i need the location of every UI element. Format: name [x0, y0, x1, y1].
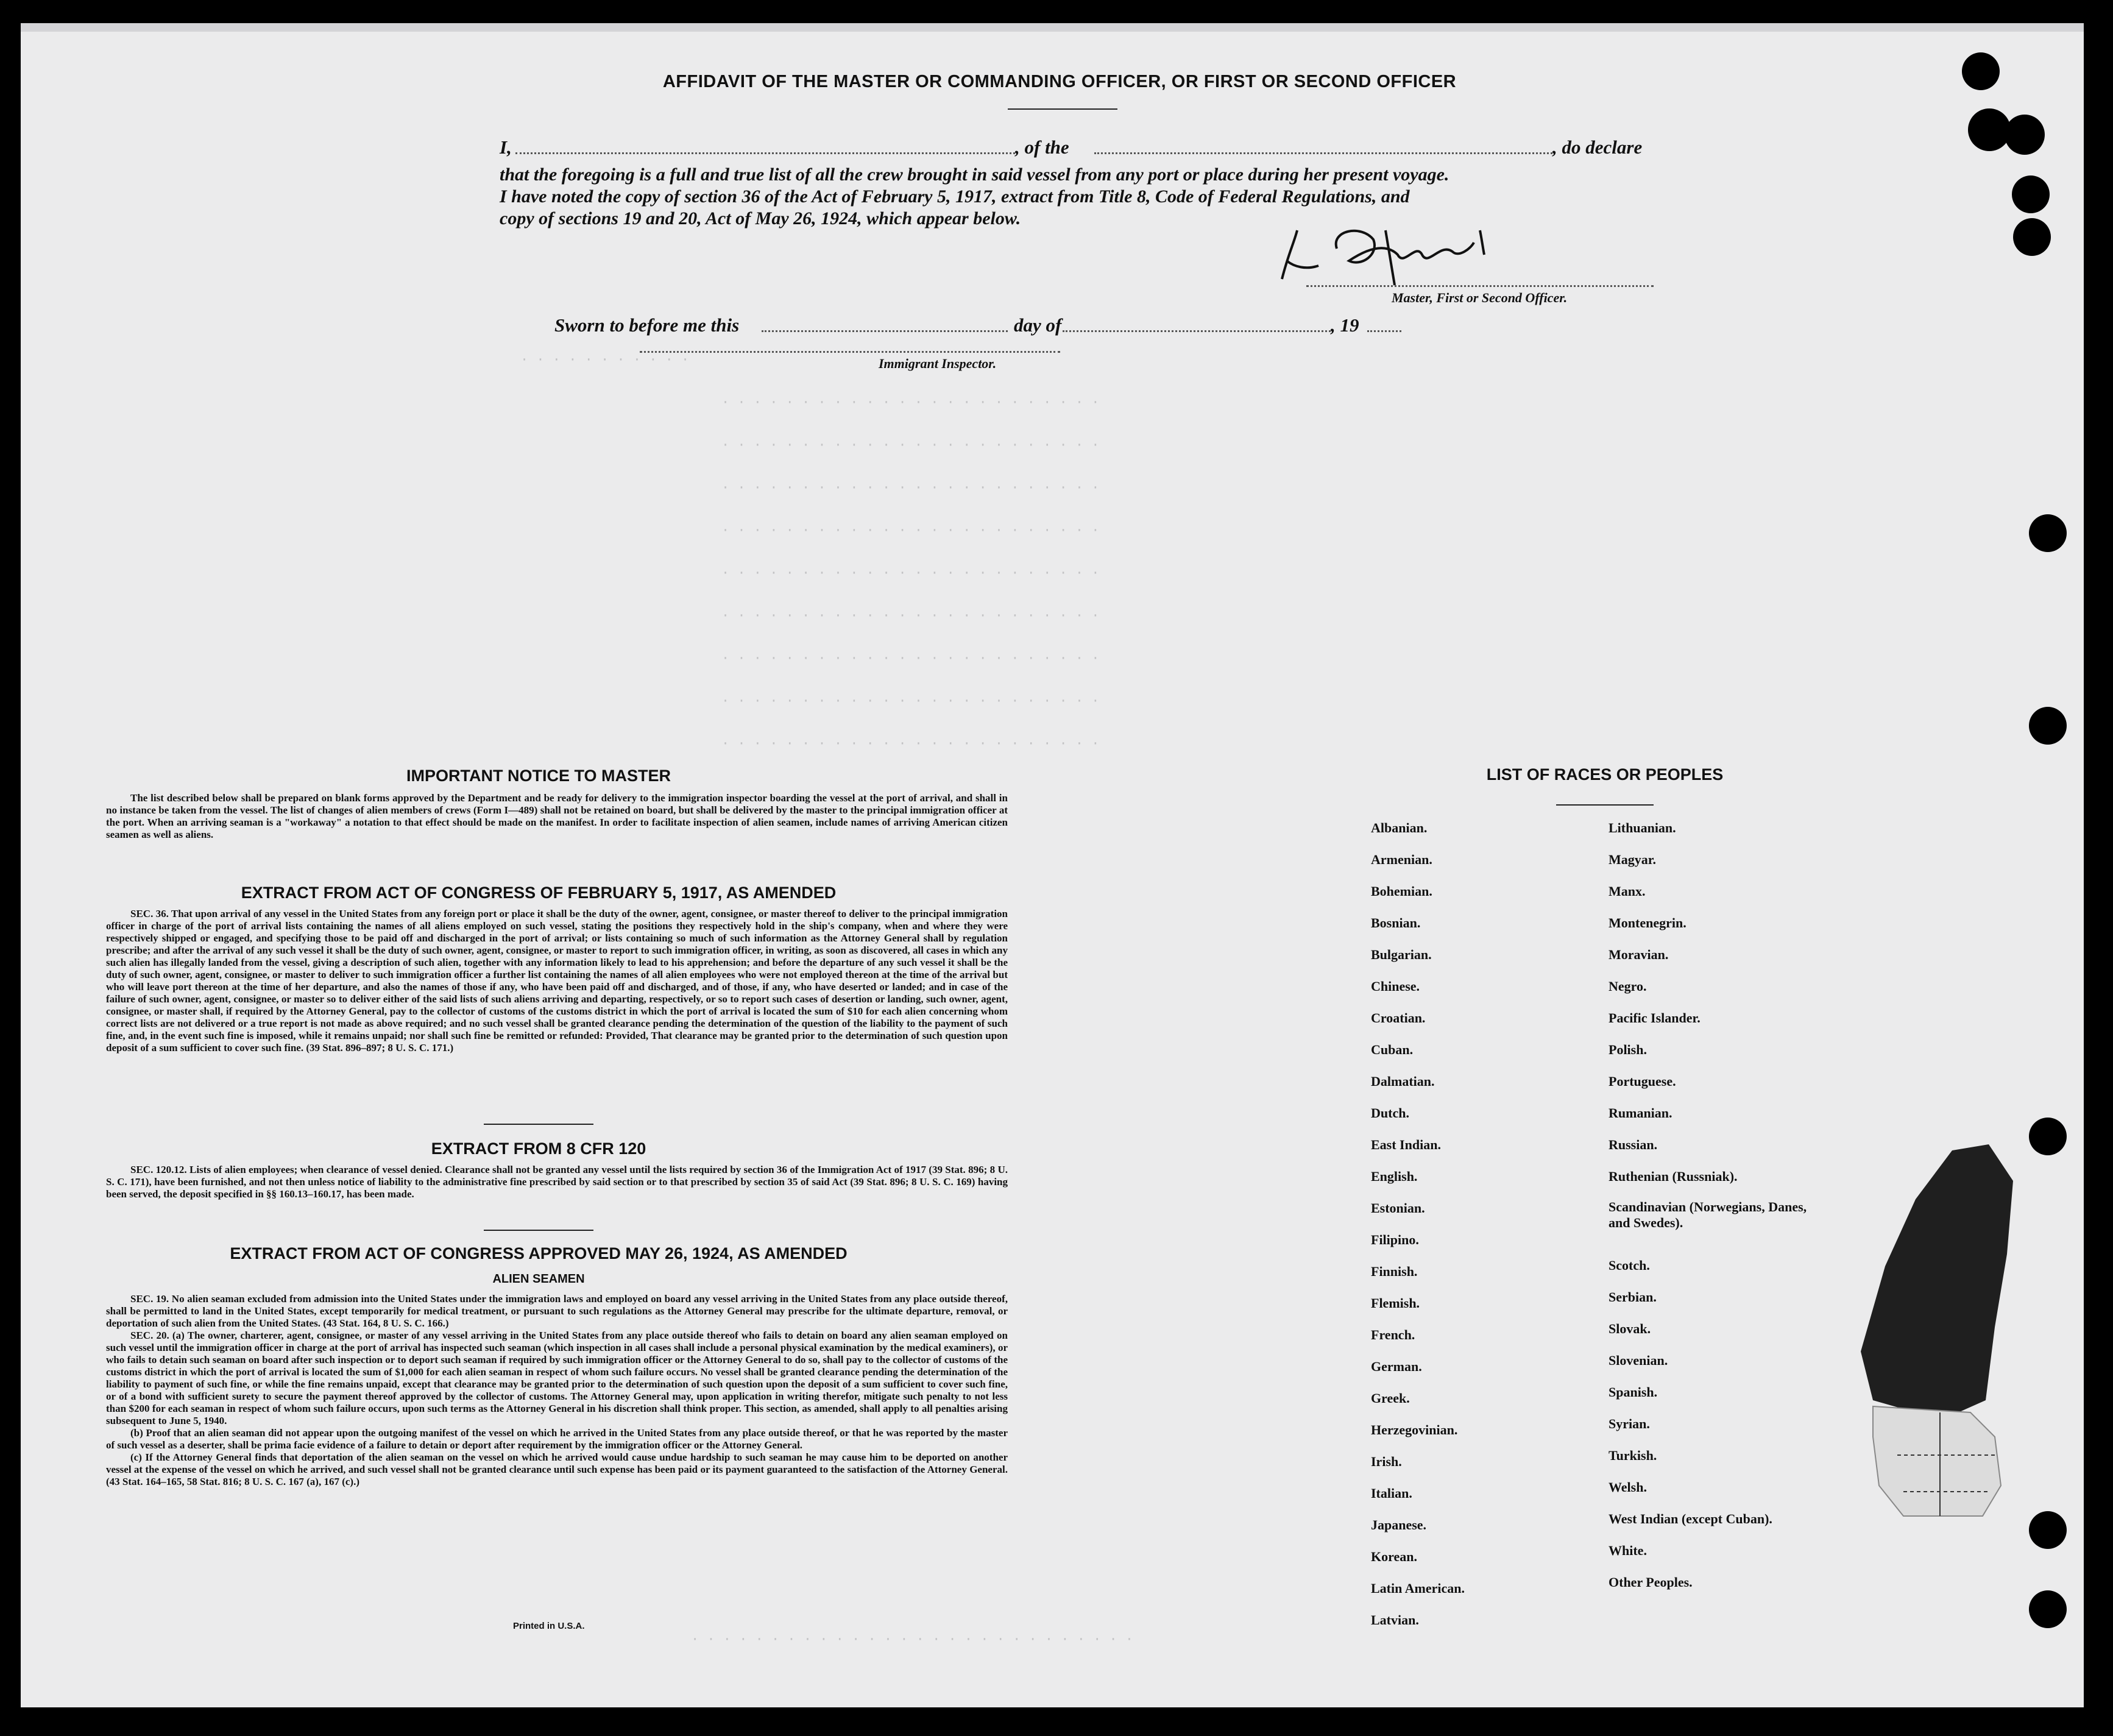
alien-seamen-subtitle: ALIEN SEAMEN — [492, 1272, 585, 1286]
signature-field[interactable] — [1306, 285, 1654, 287]
sec19-paragraph: SEC. 19. No alien seaman excluded from admission into the United States under the immigration laws and employed on board any vessel arriving in the United States from any place outside thereof, shall be permitted to land in the United States, except temporarily for medical treatment, or pursuant to such regulations as the Attorney General may prescribe for the ultimate departure, removal, or deportation of such alien from the United States. (43 Stat. 164, 8 U. S. C. 166.) — [106, 1293, 1008, 1329]
vessel-field[interactable] — [1094, 152, 1552, 154]
affidavit-line4: copy of sections 19 and 20, Act of May 26, 1924, which appear below. — [500, 208, 1021, 229]
affidavit-line1-a: I, — [500, 136, 512, 158]
notice-body — [106, 792, 1008, 841]
race-item: Chinese. — [1371, 979, 1420, 994]
extract-1917-title: EXTRACT FROM ACT OF CONGRESS OF FEBRUARY 5, 1917, AS AMENDED — [241, 884, 837, 902]
punch-hole — [2029, 1511, 2067, 1549]
sworn-month-field[interactable] — [1063, 330, 1331, 332]
race-item: White. — [1609, 1543, 1647, 1558]
scan-edge — [21, 23, 2084, 32]
race-item: Bohemian. — [1371, 884, 1432, 899]
sec120-paragraph: SEC. 120.12. Lists of alien employees; when clearance of vessel denied. Clearance shall not be granted any vessel until the lists required by section 36 of the Immigration Act of 1917 (39 Stat. 896; 8 U. S. C. 171), have been furnished, and not then unless notice of liability to the administrative fine prescribed by said section or to that prescribed by section 35 of said Act (39 Stat. 896; 8 U. S. C. 169) having been served, the deposit specified in §§ 160.13–160.17, has been made. — [106, 1164, 1008, 1200]
master-signature — [1270, 206, 1532, 291]
title-rule — [1008, 108, 1117, 110]
race-item: Filipino. — [1371, 1232, 1419, 1247]
races-column-2 — [1609, 819, 1810, 1605]
race-item: Polish. — [1609, 1042, 1647, 1057]
extract-cfr-title: EXTRACT FROM 8 CFR 120 — [431, 1139, 646, 1158]
race-item: Other Peoples. — [1609, 1575, 1693, 1590]
inspector-caption: Immigrant Inspector. — [879, 356, 997, 371]
race-item: Latin American. — [1371, 1581, 1465, 1596]
punch-hole — [2029, 514, 2067, 552]
race-item: German. — [1371, 1359, 1422, 1374]
extract-cfr-body — [106, 1164, 1008, 1200]
race-item: Spanish. — [1609, 1384, 1658, 1400]
race-item: Bosnian. — [1371, 915, 1421, 930]
race-item: Latvian. — [1371, 1612, 1419, 1628]
punch-hole — [2029, 1590, 2067, 1628]
signature-caption: Master, First or Second Officer. — [1392, 290, 1568, 305]
race-item: Turkish. — [1609, 1448, 1657, 1463]
race-item: Moravian. — [1609, 947, 1669, 962]
race-item: Rumanian. — [1609, 1105, 1672, 1121]
race-item: Ruthenian (Russniak). — [1609, 1169, 1738, 1184]
sworn-b: day of — [1014, 314, 1062, 336]
race-item: Russian. — [1609, 1137, 1658, 1152]
race-item: English. — [1371, 1169, 1418, 1184]
race-item: Estonian. — [1371, 1200, 1425, 1216]
torn-paper-damage — [1849, 1144, 2025, 1522]
race-item: Magyar. — [1609, 852, 1657, 867]
race-item: Welsh. — [1609, 1479, 1647, 1495]
race-item: Irish. — [1371, 1454, 1402, 1469]
sec36-paragraph: SEC. 36. That upon arrival of any vessel in the United States from any foreign port or place it shall be the duty of the owner, agent, consignee, or master thereof to deliver to the principal immigration officer in charge of the port of arrival lists containing the names of all aliens employed on such vessel, stating the positions they respectively hold in the ship's company, when and where they were respectively shipped or engaged, and specifying those to be paid off and discharged in the port of arrival; or lists containing so much of such information as the Attorney General shall by regulation prescribe; and after the arrival of any such vessel it shall be the duty of such owner, agent, consignee, or master to report to such immigration officer, in writing, as soon as discovered, all cases in which any such alien has illegally landed from the vessel, giving a description of such alien, together with any information likely to lead to his apprehension; and before the departure of any such vessel it shall be the duty of such owner, agent, consignee, or master to deliver to such immigration officer a further list containing the names of all alien employees who were not employed thereon at the time of the arrival but who will leave port thereon at the time of her departure, and also the names of those if any, who have been paid off and discharged, and of those, if any, who have deserted or landed; and in case of the failure of such owner, agent, consignee, or master so to deliver either of the said lists of such aliens arriving and departing, respectively, or so to report such cases of desertion or landing, such owner, agent, consignee, or master shall, if required by the Attorney General, pay to the collector of customs of the customs district in which the port of arrival is located the sum of $10 for each alien concerning whom correct lists are not delivered or a true report is not made as above required; and no such vessel shall be granted clearance pending the determination of the question of the liability to the payment of such fine, and, in the event such fine is imposed, while it remains unpaid; nor shall such fine be remitted or refunded: Provided, That clearance may be granted prior to the determination of such question upon deposit of a sum sufficient to cover such fine. (39 Stat. 896–897; 8 U. S. C. 171.) — [106, 908, 1008, 1054]
race-item: Japanese. — [1371, 1517, 1427, 1532]
race-item: Flemish. — [1371, 1295, 1420, 1311]
race-item: Finnish. — [1371, 1264, 1418, 1279]
punch-hole — [2029, 707, 2067, 745]
affidavit-title: AFFIDAVIT OF THE MASTER OR COMMANDING OFFICER, OR FIRST OR SECOND OFFICER — [662, 72, 1457, 91]
race-item: Negro. — [1609, 979, 1647, 994]
race-item: West Indian (except Cuban). — [1609, 1511, 1772, 1526]
inspector-signature-field[interactable] — [640, 351, 1060, 353]
race-item: Albanian. — [1371, 820, 1428, 835]
race-item: Montenegrin. — [1609, 915, 1687, 930]
printed-in-usa: Printed in U.S.A. — [513, 1621, 585, 1631]
notice-title: IMPORTANT NOTICE TO MASTER — [406, 767, 671, 785]
affidavit-line3: I have noted the copy of section 36 of the Act of February 5, 1917, extract from Title 8, Code of Federal Regulations, and — [500, 186, 1410, 207]
sec20c-paragraph: (c) If the Attorney General finds that deportation of the alien seaman on the vessel on which he arrived would cause undue hardship to such seaman he may cause him to be deported on another vessel at the expense of the vessel on which he arrived, and such vessel shall not be granted clearance until such expense has been paid or its payment guaranteed to the satisfaction of the Attorney General. (43 Stat. 164–165, 58 Stat. 816; 8 U. S. C. 167 (a), 167 (c).) — [106, 1451, 1008, 1487]
race-item: Cuban. — [1371, 1042, 1414, 1057]
race-item: Manx. — [1609, 884, 1646, 899]
punch-hole — [1968, 108, 2011, 151]
sec20a-paragraph: SEC. 20. (a) The owner, charterer, agent, consignee, or master of any vessel arriving in the United States from any place outside thereof who fails to detain on board any alien seaman employed on such vessel until the immigration officer in charge at the port of arrival has inspected such seaman (which inspection in all cases shall include a personal physical examination by the medical examiners), or who fails to detain such seaman on board after such inspection or to deport such seaman if required by such immigration officer or the Attorney General to do so, shall pay to the collector of customs of the customs district in which the port of arrival is located the sum of $1,000 for each alien seaman in respect of whom such failure occurs. No vessel shall be granted clearance pending the determination of the liability to payment of such fine, or while the fine remains unpaid, except that clearance may be granted prior to the determination of such question upon the deposit of a sum sufficient to cover such fine, or of a bond with sufficient surety to secure the payment thereof approved by the collector of customs. The Attorney General may, upon application in writing therefor, mitigate such penalty to not less than $200 for each seaman in respect of whom such failure occurs, upon such terms as the Attorney General in his discretion shall think proper. This section, as amended, shall apply to all penalties arising subsequent to June 5, 1940. — [106, 1330, 1008, 1426]
name-field[interactable] — [515, 152, 1015, 154]
race-item: Scotch. — [1609, 1258, 1650, 1273]
extract-1924-body — [106, 1293, 1008, 1488]
races-column-1 — [1371, 819, 1465, 1643]
punch-hole — [2029, 1118, 2067, 1155]
race-item: Dalmatian. — [1371, 1074, 1435, 1089]
section-rule — [484, 1124, 593, 1125]
race-item: Greek. — [1371, 1391, 1410, 1406]
race-item: Croatian. — [1371, 1010, 1426, 1026]
races-title: LIST OF RACES OR PEOPLES — [1486, 765, 1724, 784]
race-item: Serbian. — [1609, 1289, 1657, 1305]
sec20b-paragraph: (b) Proof that an alien seaman did not appear upon the outgoing manifest of the vessel on which he arrived in the United States from any place outside thereof, or that he was reported by the master of such vessel as a deserter, shall be prima facie evidence of a failure to detain or deport after requirement by the immigration officer or the Attorney General. — [106, 1427, 1008, 1451]
race-item: French. — [1371, 1327, 1415, 1342]
race-item: Korean. — [1371, 1549, 1417, 1564]
sworn-c: , 19 — [1331, 314, 1359, 336]
punch-hole — [2013, 218, 2051, 256]
race-item: Pacific Islander. — [1609, 1010, 1701, 1026]
race-item: Armenian. — [1371, 852, 1432, 867]
punch-hole — [2012, 175, 2050, 213]
extract-1917-body — [106, 908, 1008, 1054]
race-item: Syrian. — [1609, 1416, 1650, 1431]
extract-1924-title: EXTRACT FROM ACT OF CONGRESS APPROVED MAY 26, 1924, AS AMENDED — [230, 1244, 848, 1263]
race-item: Italian. — [1371, 1486, 1412, 1501]
sworn-day-field[interactable] — [762, 330, 1008, 332]
race-item: Scandinavian (Norwegians, Danes, and Swedes). — [1609, 1199, 1807, 1230]
race-item: Herzegovinian. — [1371, 1422, 1458, 1437]
punch-hole — [2005, 115, 2045, 155]
sworn-year-field[interactable] — [1367, 330, 1401, 332]
races-rule — [1556, 804, 1654, 806]
sworn-a: Sworn to before me this — [554, 314, 740, 336]
affidavit-line1-c: , do declare — [1552, 136, 1643, 158]
notice-paragraph: The list described below shall be prepared on blank forms approved by the Department and be ready for delivery to the immigration inspector boarding the vessel at the port of arrival, and shall in no instance be taken from the vessel. The list of changes of alien members of crews (Form I—489) shall not be retained on board, but shall be delivered by the master to the principal immigration officer at the port. When an arriving seaman is a "workaway" a notation to that effect should be made on the manifest. In order to facilitate inspection of alien seamen, include names of arriving American citizen seamen as well as aliens. — [106, 792, 1008, 840]
race-item: East Indian. — [1371, 1137, 1441, 1152]
race-item: Dutch. — [1371, 1105, 1409, 1121]
punch-hole — [1962, 52, 2000, 90]
section-rule — [484, 1230, 593, 1231]
race-item: Slovak. — [1609, 1321, 1651, 1336]
race-item: Slovenian. — [1609, 1353, 1668, 1368]
race-item: Portuguese. — [1609, 1074, 1676, 1089]
document-page: · · · · · · · · · · · · · · · · · · · · · · · · · · · · · · · · · · · · · · · · · · · · · · · · · · · · · · · · · · · · · · · · · · · · · · · · · · · · · · · · · · · · · · · · · · · · · · · · · · · · · · · · · · · · · · · · · · · · · · · · · · · · · · · · · · · · · · · · · · · · · · · · · · · · · · · · · · · · · · · · · · · · · · · · · · · · · · · · · · · · · · · · · · · · · · · · · · · · · · · · · · · · · · · · · · · · · · · · · · · · · · · · · · · · · · · · · · · · · · · · · · · · · · · · · · · · · · · AFFIDAVIT OF THE MASTER OR COMMANDING OFFICER, OR FIRST OR SECOND OFFICER I, , of the , do declare that the foregoing is a full and true list of all the crew brought in said vessel from any port or place during her present voyage. I have noted the copy of section 36 of the Act of February 5, 1917, extract from Title 8, Code of Federal Regulations, and copy of sections 19 and 20, Act of May 26, 1924, which appear below. Master, First or Second Officer. Sworn to before me this day of , 19 Immigrant Inspector. IMPORTANT NOTICE TO MASTER The list described below shall be prepared on blank forms approved by the Department and be ready for delivery to the immigration inspector boarding the vessel at the port of arrival, and shall in no instance be taken from the vessel. The list of changes of alien members of crews (Form I—489) shall not be retained on board, but shall be delivered by the master to the principal immigration officer at the port. When an arriving seaman is a "workaway" a notation to that effect should be made on the manifest. In order to facilitate inspection of alien seamen, include names of arriving American citizen seamen as well as aliens. EXTRACT FROM ACT OF CONGRESS OF FEBRUARY 5, 1917, AS AMENDED SEC. 36. That upon arrival of any vessel in the United States from any foreign port or place it shall be the duty of the owner, agent, consignee, or master thereof to deliver to the principal immigration officer in charge of the port of arrival lists containing the names of all aliens employed on such vessel, stating the positions they respectively hold in the ship's company, when and where they were respectively shipped or engaged, and specifying those to be paid off and discharged in the port of arrival; or lists containing so much of such information as the Attorney General shall by regulation prescribe; and after the arrival of any such vessel it shall be the duty of such owner, agent, consignee, or master to report to such immigration officer, in writing, as soon as discovered, all cases in which any such alien has illegally landed from the vessel, giving a description of such alien, together with any information likely to lead to his apprehension; and before the departure of any such vessel it shall be the duty of such owner, agent, consignee, or master to deliver to such immigration officer a further list containing the names of all alien employees who were not employed thereon at the time of the arrival but who will leave port thereon at the time of her departure, and also the names of those if any, who have been paid off and discharged, and of those, if any, who have deserted or landed; and in case of the failure of such owner, agent, consignee, or master so to deliver either of the said lists of such aliens arriving and departing, respectively, or so to report such cases of desertion or landing, such owner, agent, consignee, or master shall, if required by the Attorney General, pay to the collector of customs of the customs district in which the port of arrival is located the sum of $10 for each alien concerning whom correct lists are not delivered or a true report is not made as above required; and no such vessel shall be granted clearance pending the determination of the question of the liability to the payment of such fine, and, in the event such fine is imposed, while it remains unpaid; nor shall such fine be remitted or refunded: Provided, That clearance may be granted prior to the determination of such question upon deposit of a sum sufficient to cover such fine. (39 Stat. 896–897; 8 U. S. C. 171.) EXTRACT FROM 8 CFR 120 SEC. 120.12. Lists of alien employees; when clearance of vessel denied. Clearance shall not be granted any vessel until the lists required by section 36 of the Immigration Act of 1917 (39 Stat. 896; 8 U. S. C. 171), have been furnished, and not then unless notice of liability to the administrative fine prescribed by said section or to that prescribed by section 35 of said Act (39 Stat. 896; 8 U. S. C. 169) having been served, the deposit specified in §§ 160.13–160.17, has been made. EXTRACT FROM ACT OF CONGRESS APPROVED MAY 26, 1924, AS AMENDED ALIEN SEAMEN SEC. 19. No alien seaman excluded from admission into the United States under the immigration laws and employed on board any vessel arriving in the United States from any place outside thereof, shall be permitted to land in the United States, except temporarily for medical treatment, or pursuant to such regulations as the Attorney General may prescribe for the ultimate departure, removal, or deportation of such alien from the United States. (43 Stat. 164, 8 U. S. C. 166.) SEC. 20. (a) The owner, charterer, agent, consignee, or master of any vessel arriving in the United States from any place outside thereof who fails to detain on board any alien seaman employed on such vessel until the immigration officer in charge at the port of arrival has inspected such seaman (which inspection in all cases shall include a personal physical examination by the medical examiners), or who fails to detain such seaman on board after such inspection or to deport such seaman if required by such immigration officer or the Attorney General to do so, shall pay to the collector of customs of the customs district in which the port of arrival is located the sum of $1,000 for each alien seaman in respect of whom such failure occurs. No vessel shall be granted clearance pending the determination of the liability to payment of such fine, or while the fine remains unpaid, except that clearance may be granted prior to the determination of such question upon the deposit of a sum sufficient to cover such fine, or of a bond with sufficient surety to secure the payment thereof approved by the collector of customs. The Attorney General may, upon application in writing therefor, mitigate such penalty to not less than $200 for each seaman in respect of whom such failure occurs, upon such terms as the Attorney General in his discretion shall think proper. This section, as amended, shall apply to all penalties arising subsequent to June 5, 1940. (b) Proof that an alien seaman did not appear upon the outgoing manifest of the vessel on which he arrived in the United States from any place outside thereof, or that he was reported by the master of such vessel as a deserter, shall be prima facie evidence of a failure to detain or deport after requirement by the immigration officer or the Attorney General. (c) If the Attorney General finds that deportation of the alien seaman on the vessel on which he arrived would cause undue hardship to such seaman he may cause him to be deported on another vessel at the expense of the vessel on which he arrived, and such vessel shall not be granted clearance until such expense has been paid or its payment guaranteed to the satisfaction of the Attorney General. (43 Stat. 164–165, 58 Stat. 816; 8 U. S. C. 167 (a), 167 (c).) Printed in U.S.A. LIST OF RACES OR PEOPLES Albanian. Armenian. Bohemian. Bosnian. Bulgarian. Chinese. Croatian. Cuban. Dalmatian. Dutch. East Indian. English. Estonian. Filipino. Finnish. Flemish. French. German. Greek. Herzegovinian. Irish. Italian. Japanese. Korean. Latin American. Latvian. Lithuanian. Magyar. Manx. Montenegrin. Moravian. Negro. Pacific Islander. Polish. Portuguese. Rumanian. Russian. Ruthenian (Russniak). Scandinavian (Norwegians, Danes, and Swedes). Scotch. Serbian. Slovak. Slovenian. Spanish. Syrian. Turkish. Welsh. West Indian (except Cuban). White. Other Peoples. — [21, 23, 2084, 1707]
race-item: Lithuanian. — [1609, 820, 1676, 835]
affidavit-line2: that the foregoing is a full and true list of all the crew brought in said vessel from any port or place during her present voyage. — [500, 165, 1449, 185]
race-item: Bulgarian. — [1371, 947, 1432, 962]
affidavit-line1-b: , of the — [1015, 136, 1069, 158]
